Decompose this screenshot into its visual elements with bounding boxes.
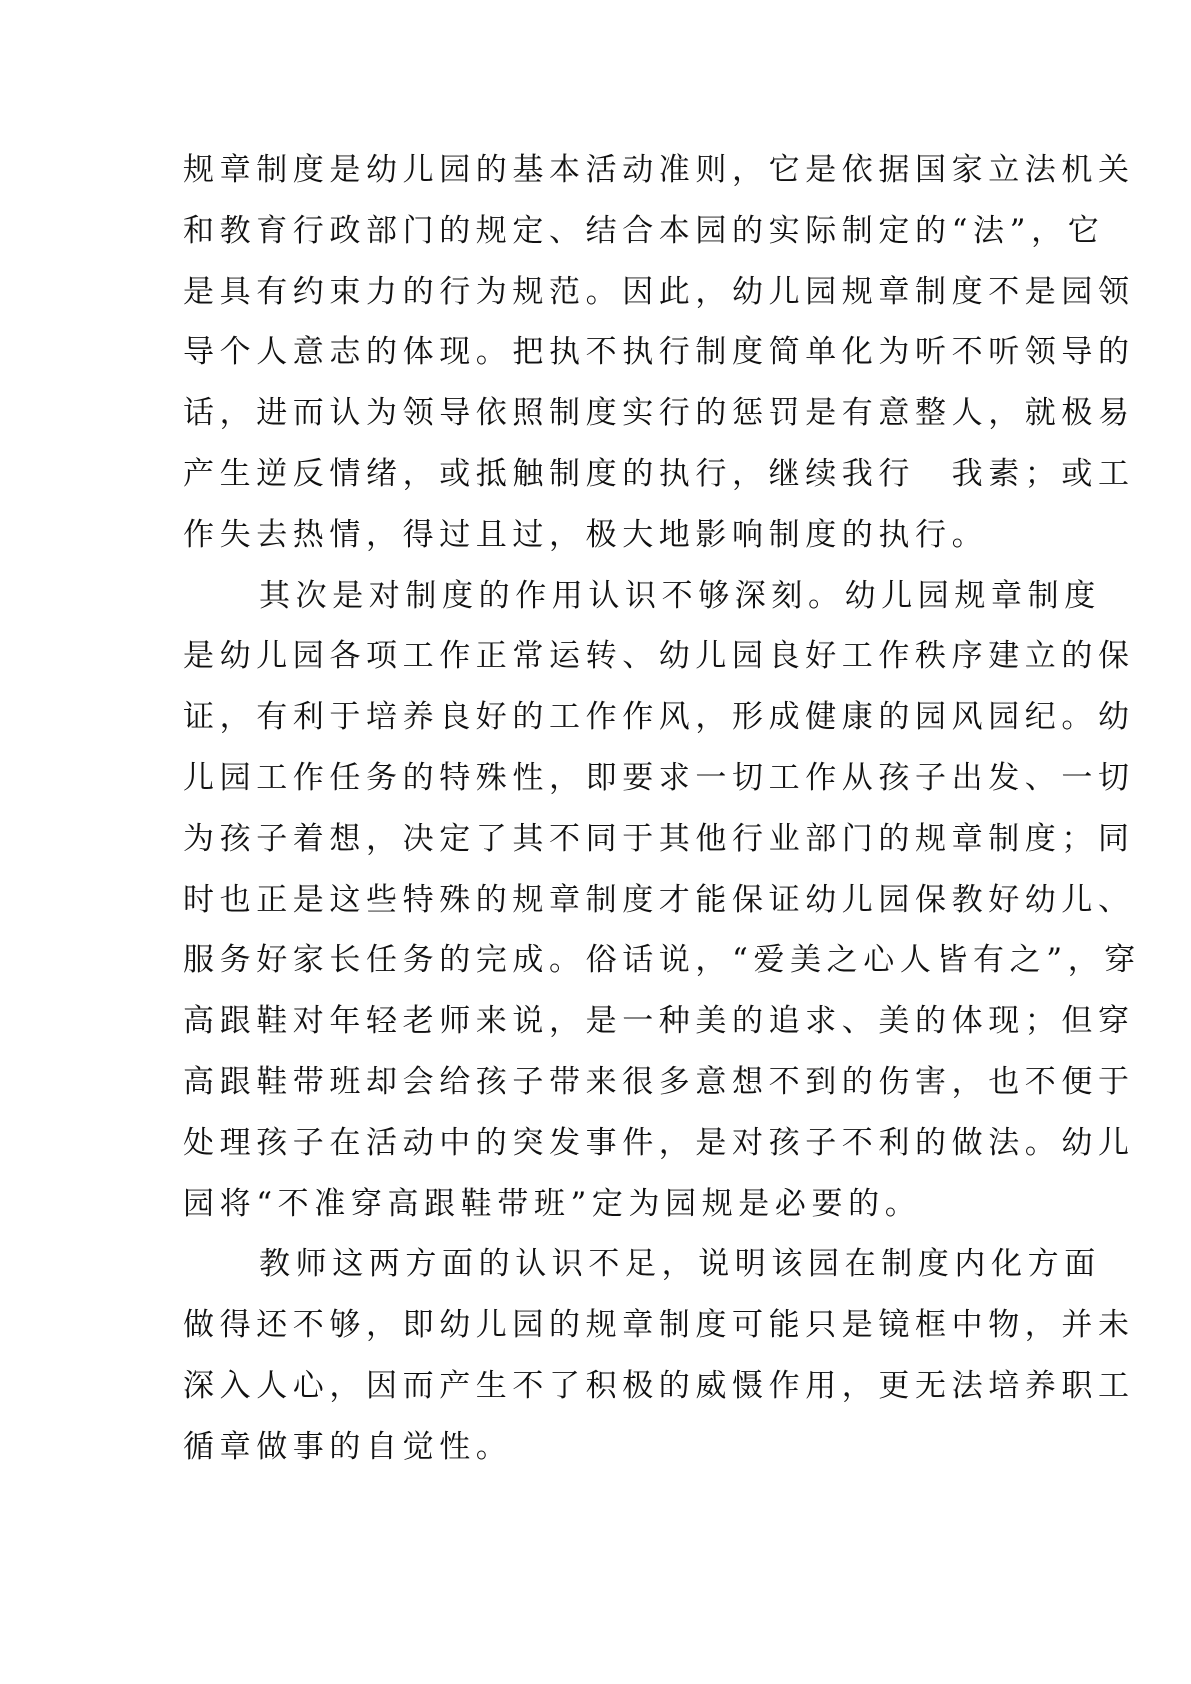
text-line-first: 其次是对制度的作用认识不够深刻。幼儿园规章制度 [259,577,1101,614]
paragraph-2 [183,566,1141,1235]
paragraph-1 [183,140,1135,566]
text-line: 产生逆反情绪，或抵触制度的执行，继续我行 我素；或工 [183,455,1135,492]
text-line: 儿园工作任务的特殊性，即要求一切工作从孩子出发、一切 [183,759,1135,796]
text-line: 园将“不准穿高跟鞋带班”定为园规是必要的。 [183,1185,922,1222]
text-line: 深入人心，因而产生不了积极的威慑作用，更无法培养职工 [183,1367,1135,1404]
text-line: 时也正是这些特殊的规章制度才能保证幼儿园保教好幼儿、 [183,881,1135,918]
text-line: 是幼儿园各项工作正常运转、幼儿园良好工作秩序建立的保 [183,638,1135,675]
text-line: 高跟鞋带班却会给孩子带来很多意想不到的伤害，也不便于 [183,1063,1135,1100]
text-line: 导个人意志的体现。把执不执行制度简单化为听不听领导的 [183,334,1135,371]
text-line: 做得还不够，即幼儿园的规章制度可能只是镜框中物，并未 [183,1307,1135,1344]
text-line: 作失去热情，得过且过，极大地影响制度的执行。 [183,516,989,553]
body-text [183,140,1141,1478]
text-line: 服务好家长任务的完成。俗话说，“爱美之心人皆有之”，穿 [183,942,1141,979]
text-line: 循章做事的自觉性。 [183,1428,513,1465]
text-line-first: 教师这两方面的认识不足，说明该园在制度内化方面 [259,1246,1101,1283]
text-line: 为孩子着想，决定了其不同于其他行业部门的规章制度；同 [183,820,1135,857]
text-line: 和教育行政部门的规定、结合本园的实际制定的“法”，它 [183,212,1105,249]
text-line: 处理孩子在活动中的突发事件，是对孩子不利的做法。幼儿 [183,1124,1135,1161]
text-line: 证，有利于培养良好的工作作风，形成健康的园风园纪。幼 [183,699,1135,736]
text-line: 规章制度是幼儿园的基本活动准则，它是依据国家立法机关 [183,152,1135,188]
text-line: 话，进而认为领导依照制度实行的惩罚是有意整人，就极易 [183,395,1135,432]
text-line: 高跟鞋对年轻老师来说，是一种美的追求、美的体现；但穿 [183,1003,1135,1040]
paragraph-3 [183,1234,1135,1477]
text-line: 是具有约束力的行为规范。因此，幼儿园规章制度不是园领 [183,273,1135,310]
